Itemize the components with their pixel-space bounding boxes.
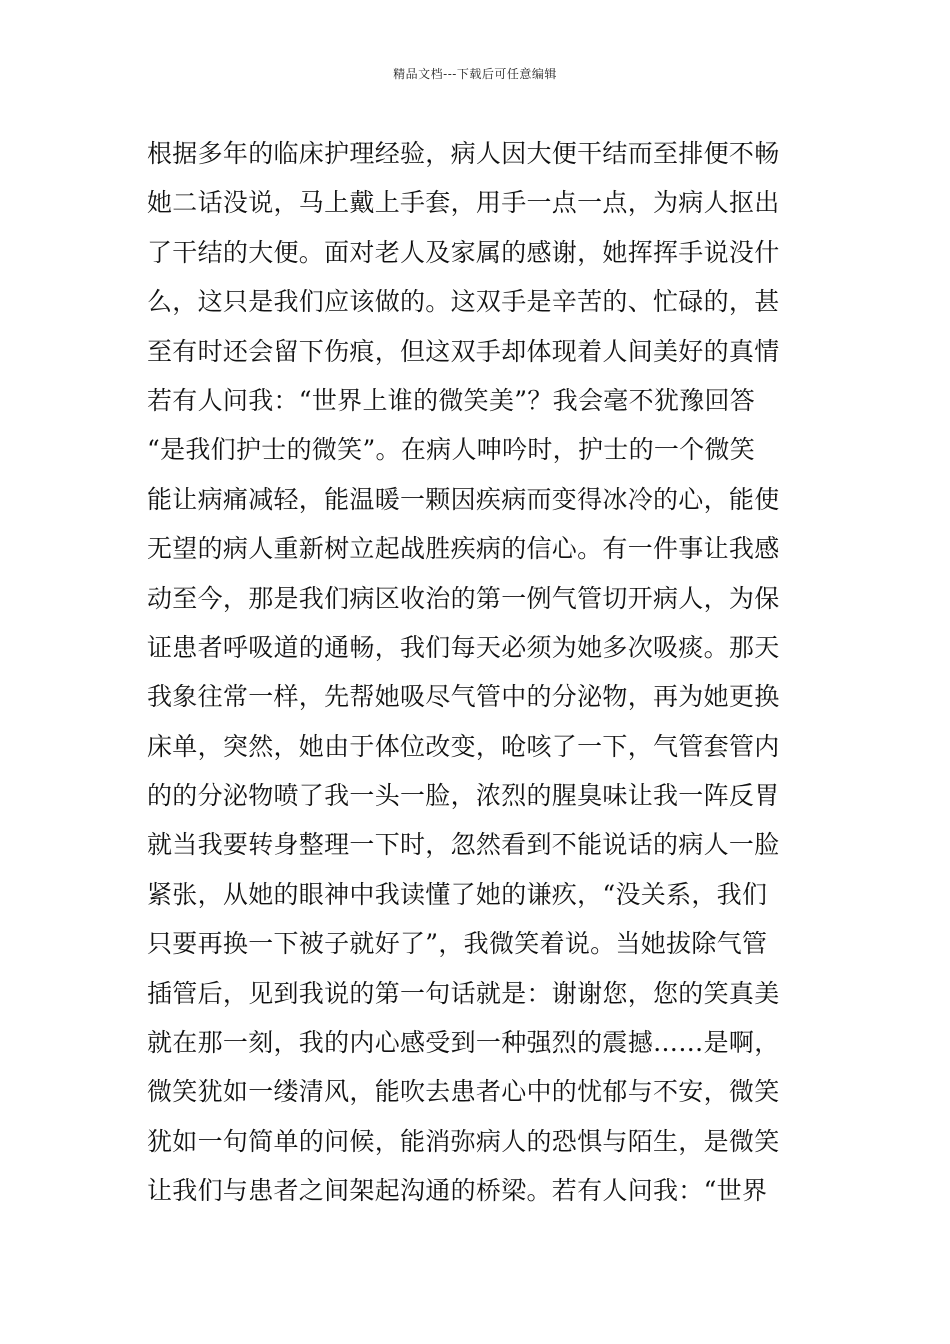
text-line: 她二话没说，马上戴上手套，用手一点一点，为病人抠出 bbox=[147, 188, 780, 218]
text-line: 能让病痛减轻，能温暖一颗因疾病而变得冰冷的心，能使 bbox=[147, 484, 780, 514]
text-line: 动至今，那是我们病区收治的第一例气管切开病人，为保 bbox=[147, 583, 780, 613]
text-line: 证患者呼吸道的通畅，我们每天必须为她多次吸痰。那天 bbox=[147, 632, 780, 662]
text-line: 插管后，见到我说的第一句话就是：谢谢您，您的笑真美 bbox=[147, 978, 780, 1008]
text-line: 紧张，从她的眼神中我读懂了她的谦疚，“没关系，我们 bbox=[147, 879, 768, 909]
text-line: 犹如一句简单的问候，能消弥病人的恐惧与陌生，是微笑 bbox=[147, 1126, 780, 1156]
text-line: 至有时还会留下伤痕，但这双手却体现着人间美好的真情 bbox=[147, 336, 780, 366]
text-line: 只要再换一下被子就好了”，我微笑着说。当她拔除气管 bbox=[147, 929, 768, 959]
text-line: 的的分泌物喷了我一头一脸，浓烈的腥臭味让我一阵反胃 bbox=[147, 781, 780, 811]
text-line: 么，这只是我们应该做的。这双手是辛苦的、忙碌的，甚 bbox=[147, 287, 780, 317]
text-line: 我象往常一样，先帮她吸尽气管中的分泌物，再为她更换 bbox=[147, 682, 780, 712]
body-text bbox=[147, 129, 817, 1216]
text-line: 就在那一刻，我的内心感受到一种强烈的震撼……是啊， bbox=[147, 1028, 780, 1058]
text-line: 了干结的大便。面对老人及家属的感谢，她挥挥手说没什 bbox=[147, 237, 780, 267]
text-line: 让我们与患者之间架起沟通的桥梁。若有人问我：“世界 bbox=[147, 1176, 768, 1206]
text-line: 根据多年的临床护理经验，病人因大便干结而至排便不畅 bbox=[147, 139, 780, 168]
text-line: 若有人问我：“世界上谁的微笑美”？我会毫不犹豫回答 bbox=[147, 385, 756, 415]
text-line: 就当我要转身整理一下时，忽然看到不能说话的病人一脸 bbox=[147, 830, 780, 860]
text-line: 微笑犹如一缕清风，能吹去患者心中的忧郁与不安，微笑 bbox=[147, 1077, 780, 1107]
text-line: 床单，突然，她由于体位改变，呛咳了一下，气管套管内 bbox=[147, 731, 780, 761]
text-line: 无望的病人重新树立起战胜疾病的信心。有一件事让我感 bbox=[147, 534, 780, 564]
text-line: “是我们护士的微笑”。在病人呻吟时，护士的一个微笑 bbox=[147, 435, 756, 465]
page-header: 精品文档---下载后可任意编辑 bbox=[393, 67, 557, 81]
